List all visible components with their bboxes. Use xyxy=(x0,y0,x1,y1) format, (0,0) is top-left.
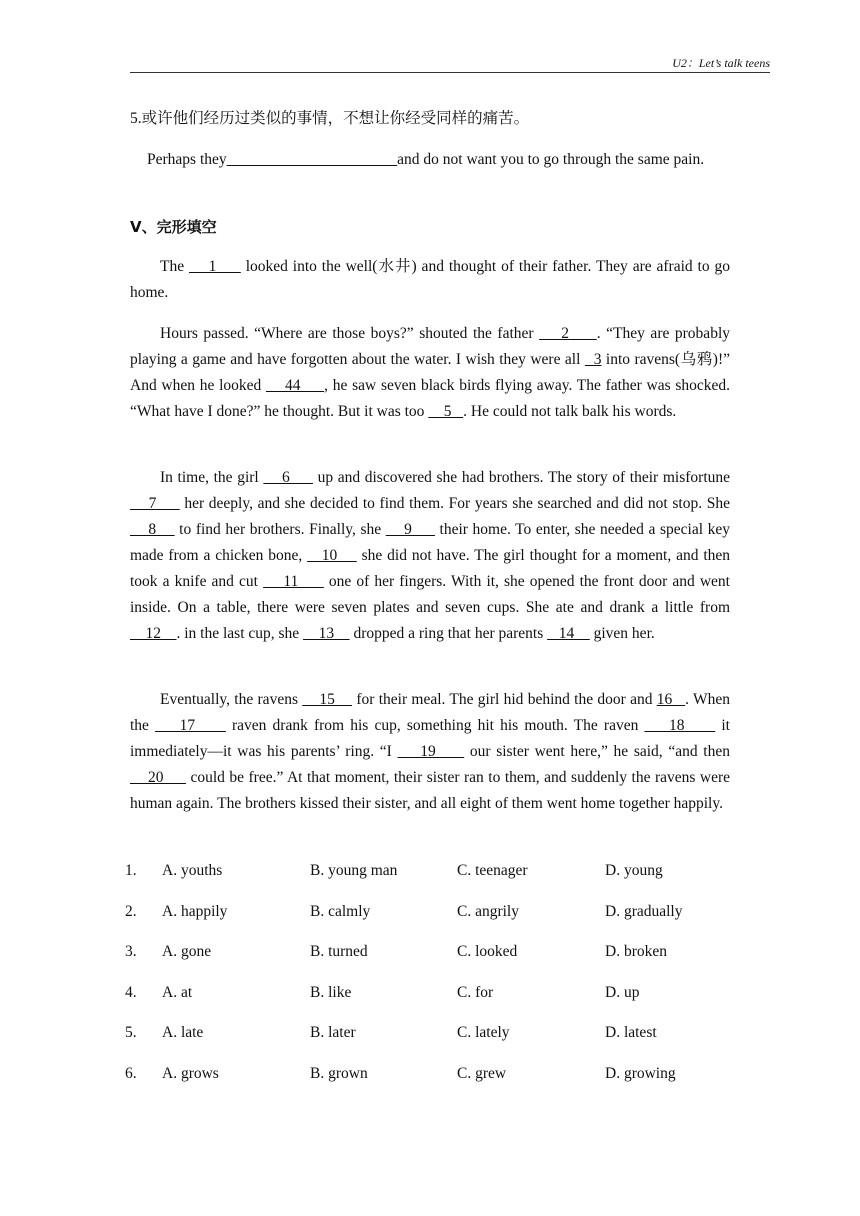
option-number: 5. xyxy=(125,1024,137,1041)
passage-text: raven drank from his cup, something hit his mouth. The raven xyxy=(225,717,645,734)
option-c[interactable]: C. looked xyxy=(457,943,518,960)
blank-8[interactable]: 8 xyxy=(130,521,175,538)
option-row-5 xyxy=(125,1024,745,1050)
passage-paragraph-3 xyxy=(130,465,730,647)
option-b[interactable]: B. turned xyxy=(310,943,368,960)
passage-text: to find her brothers. Finally, she xyxy=(174,521,386,538)
passage-text: looked into the well(水井) and thought of their father. They are afraid to go home. xyxy=(130,258,730,301)
option-c[interactable]: C. lately xyxy=(457,1024,510,1041)
page-header xyxy=(130,52,770,73)
header-title: U2：Let’s talk teens xyxy=(672,56,770,70)
option-a[interactable]: A. gone xyxy=(162,943,212,960)
passage-text: In time, the girl xyxy=(160,469,264,486)
option-number: 3. xyxy=(125,943,137,960)
option-d[interactable]: D. growing xyxy=(605,1065,676,1082)
option-b[interactable]: B. like xyxy=(310,984,352,1001)
option-number: 6. xyxy=(125,1065,137,1082)
blank-19[interactable]: 19 xyxy=(397,743,465,760)
passage-text: The xyxy=(160,258,189,275)
blank-15[interactable]: 15 xyxy=(302,691,353,708)
blank-10[interactable]: 10 xyxy=(307,547,357,564)
blank-9[interactable]: 9 xyxy=(385,521,435,538)
option-b[interactable]: B. young man xyxy=(310,862,398,879)
q5-english-end: and do not want you to go through the same pain. xyxy=(397,151,705,168)
blank-2[interactable]: 2 xyxy=(539,325,597,342)
question-5-english xyxy=(130,147,730,173)
passage-text: . in the last cup, she xyxy=(176,625,304,642)
section-heading: V、完形填空 xyxy=(130,218,217,236)
passage-text: up and discovered she had brothers. The story of their misfortune xyxy=(312,469,731,486)
option-number: 4. xyxy=(125,984,137,1001)
option-row-3 xyxy=(125,943,745,969)
option-row-6 xyxy=(125,1065,745,1091)
passage-text: . “They are probably playing a game and have forgotten about the water. I wish they were all xyxy=(130,325,730,368)
option-c[interactable]: C. for xyxy=(457,984,494,1001)
blank-14[interactable]: 14 xyxy=(547,625,590,642)
option-a[interactable]: A. happily xyxy=(162,903,228,920)
option-d[interactable]: D. gradually xyxy=(605,903,683,920)
blank-3[interactable]: 3 xyxy=(584,351,602,368)
option-d[interactable]: D. up xyxy=(605,984,640,1001)
blank-20[interactable]: 20 xyxy=(130,769,186,786)
option-row-1 xyxy=(125,862,745,888)
option-c[interactable]: C. grew xyxy=(457,1065,507,1082)
passage-text: Eventually, the ravens xyxy=(160,691,303,708)
passage-text: . He could not talk balk his words. xyxy=(463,403,677,420)
option-b[interactable]: B. grown xyxy=(310,1065,368,1082)
q5-english-start: Perhaps they xyxy=(147,151,227,168)
blank-12[interactable]: 12 xyxy=(130,625,177,642)
option-b[interactable]: B. calmly xyxy=(310,903,371,920)
passage-text: our sister went here,” he said, “and then xyxy=(464,743,730,760)
q5-answer-blank[interactable] xyxy=(227,151,398,168)
passage-text: given her. xyxy=(589,625,655,642)
passage-text: could be free.” At that moment, their sister ran to them, and suddenly the ravens were human again. The brothers kissed their sister, and all eight of them went home together happily. xyxy=(130,769,731,812)
option-a[interactable]: A. youths xyxy=(162,862,223,879)
passage-text: their home. To enter, she needed a special key made from a chicken bone, xyxy=(130,521,730,564)
passage-text: she did not have. The girl thought for a moment, and then took a knife and cut xyxy=(130,547,731,590)
option-c[interactable]: C. teenager xyxy=(457,862,528,879)
option-number: 2. xyxy=(125,903,137,920)
option-d[interactable]: D. young xyxy=(605,862,663,879)
blank-16[interactable]: 16 xyxy=(656,691,686,708)
question-5-chinese xyxy=(130,106,730,132)
option-b[interactable]: B. later xyxy=(310,1024,356,1041)
option-row-2 xyxy=(125,903,745,929)
passage-text: . When the xyxy=(130,691,730,734)
passage-text: it immediately—it was his parents’ ring. “I xyxy=(130,717,730,760)
option-number: 1. xyxy=(125,862,137,879)
blank-18[interactable]: 18 xyxy=(644,717,716,734)
option-a[interactable]: A. at xyxy=(162,984,193,1001)
option-c[interactable]: C. angrily xyxy=(457,903,519,920)
passage-paragraph-4 xyxy=(130,687,730,817)
passage-paragraph-1 xyxy=(130,254,730,306)
option-d[interactable]: D. latest xyxy=(605,1024,657,1041)
blank-1[interactable]: 1 xyxy=(189,258,241,275)
blank-5[interactable]: 5 xyxy=(428,403,464,420)
passage-text: her deeply, and she decided to find them. For years she searched and did not stop. She xyxy=(179,495,731,512)
passage-text: , he saw seven black birds flying away. The father was shocked. “What have I done?” he thought. But it was too xyxy=(130,377,731,420)
blank-17[interactable]: 17 xyxy=(155,717,226,734)
q5-chinese-text: 5.或许他们经历过类似的事情，不想让你经受同样的痛苦。 xyxy=(130,110,530,127)
option-d[interactable]: D. broken xyxy=(605,943,667,960)
passage-text: for their meal. The girl hid behind the door and xyxy=(352,691,657,708)
blank-13[interactable]: 13 xyxy=(303,625,350,642)
blank-4[interactable]: 44 xyxy=(266,377,325,394)
blank-7[interactable]: 7 xyxy=(130,495,180,512)
option-a[interactable]: A. late xyxy=(162,1024,204,1041)
passage-paragraph-2 xyxy=(130,321,730,425)
passage-text: one of her fingers. With it, she opened the front door and went inside. On a table, there were seven plates and seven cups. She ate and drank a little from xyxy=(130,573,730,616)
option-row-4 xyxy=(125,984,745,1010)
option-a[interactable]: A. grows xyxy=(162,1065,219,1082)
passage-text: into ravens(乌鸦)!” And when he looked xyxy=(130,351,730,394)
passage-text: dropped a ring that her parents xyxy=(349,625,548,642)
blank-11[interactable]: 11 xyxy=(263,573,324,590)
passage-text: Hours passed. “Where are those boys?” shouted the father xyxy=(160,325,540,342)
blank-6[interactable]: 6 xyxy=(263,469,313,486)
